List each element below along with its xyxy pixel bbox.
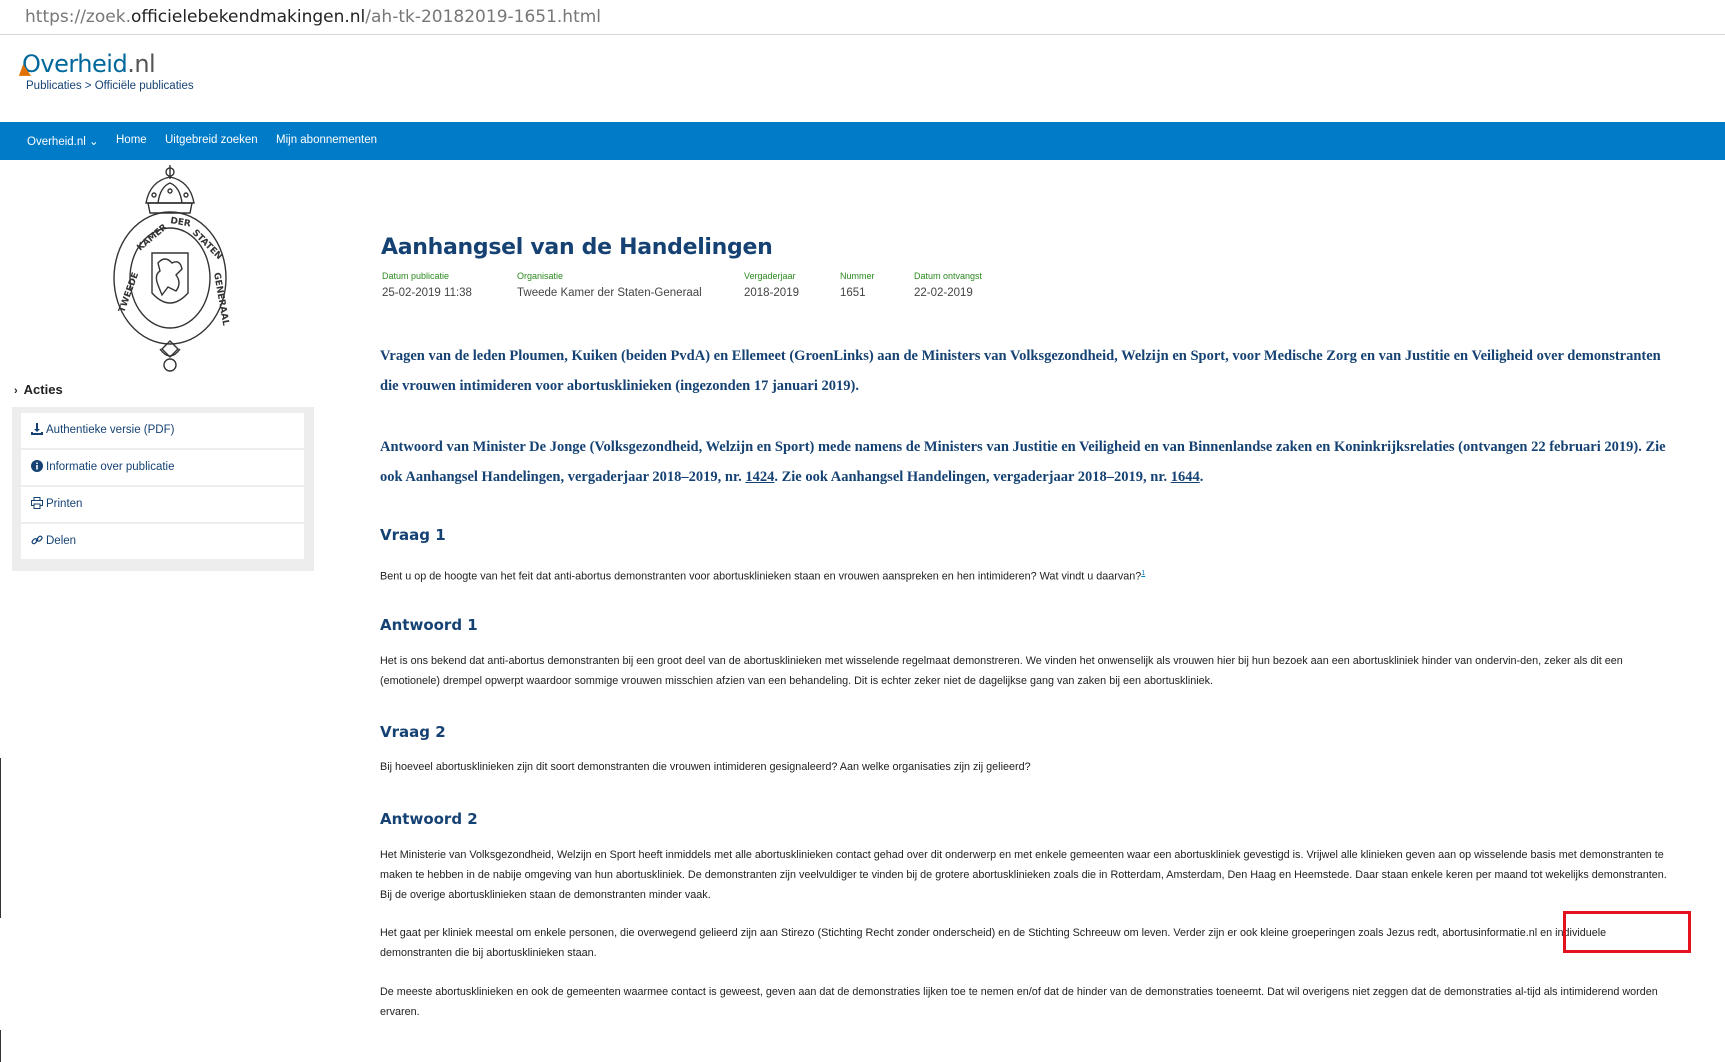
nav-mijn-abonnementen[interactable]: Mijn abonnementen: [276, 134, 378, 146]
meta-value: Tweede Kamer der Staten-Generaal: [517, 287, 702, 299]
nav-overheid-dropdown[interactable]: Overheid.nl ⌄: [27, 136, 99, 148]
svg-text:KAMER: KAMER: [135, 222, 170, 254]
meta-key: Datum publicatie: [382, 271, 450, 281]
intro-vragen: Vragen van de leden Ploumen, Kuiken (beiden PvdA) en Ellemeet (GroenLinks) aan de Ministers van Volksgezondheid, Welzijn en Sport, voor Medische Zorg en van Justitie en Veiligheid over demonstranten die vrouwen intimideren voor abortusklinieken (ingezonden 17 januari 2019).: [380, 348, 1661, 394]
vraag-2-text: Bij hoeveel abortusklinieken zijn dit soort demonstranten die vrouwen intimideren gesignaleerd? Aan welke organisaties zijn zij gelieerd?: [380, 761, 1031, 773]
meta-nummer: [840, 271, 875, 299]
print-icon: [31, 497, 43, 509]
meta-vergaderjaar: [744, 271, 799, 299]
logo-main: Overheid: [22, 50, 128, 78]
logo-tld: .nl: [127, 50, 156, 78]
meta-value: 22-02-2019: [914, 287, 973, 299]
footnote-link[interactable]: 1: [1141, 570, 1146, 577]
meta-key: Nummer: [840, 271, 875, 281]
action-informatie-publicatie[interactable]: [21, 450, 304, 485]
acties-heading[interactable]: [14, 382, 63, 397]
chevron-right-icon: ›: [14, 385, 18, 397]
meta-datum-publicatie: [382, 271, 472, 299]
action-printen[interactable]: [21, 487, 304, 522]
address-bar[interactable]: [0, 0, 1725, 35]
info-icon: [31, 460, 43, 472]
overheid-logo[interactable]: [22, 50, 155, 78]
svg-text:STATEN: STATEN: [189, 228, 224, 263]
vraag-1-heading: Vraag 1: [380, 526, 446, 544]
antwoord-1-text: Het is ons bekend dat anti-abortus demonstranten bij een groot deel van de abortusklinieken met wisselende regelmaat demonstreren. We vinden het onwenselijk als vrouwen hier bij hun bezoek aan een abortuskliniek hinder van ondervin-den, zeker als dit een (emotionele) drempel opwerpt waardoor sommige vrouwen misschien afzien van een behandeling. Dit is echter zeker niet de dagelijkse gang van zaken bij een abortuskliniek.: [380, 655, 1623, 687]
antwoord-2-paragraph-3: De meeste abortusklinieken en ook de gemeenten waarmee contact is geweest, geven aan dat de demonstraties lijken toe te nemen en/of dat de hinder van de demonstraties toeneemt. Dat wil overigens niet zeggen dat de demonstraties al-tijd als intimiderend worden ervaren.: [380, 986, 1658, 1018]
highlighted-term: abortusinformatie.nl: [1442, 927, 1538, 939]
link-nr-1644[interactable]: 1644: [1170, 469, 1200, 485]
meta-key: Datum ontvangst: [914, 271, 983, 281]
window-edge-divider: [0, 758, 1, 918]
meta-value: 1651: [840, 287, 866, 299]
breadcrumb[interactable]: Publicaties > Officiële publicaties: [26, 80, 194, 92]
main-navigation: [0, 122, 1725, 160]
meta-key: Vergaderjaar: [744, 271, 796, 281]
svg-text:TWEEDE: TWEEDE: [117, 271, 142, 315]
nav-uitgebreid-zoeken[interactable]: Uitgebreid zoeken: [165, 134, 258, 146]
intro-antwoord-text: Antwoord van Minister De Jonge (Volksgezondheid, Welzijn en Sport) mede namens de Ministers van Justitie en Veiligheid en van Binnenlandse zaken en Koninkrijksrelaties (ontvangen 22 februari 2019). Zie ook Aanhangsel Handelingen, vergaderjaar 2018–2019, nr.: [380, 439, 1666, 485]
svg-text:GENERAAL: GENERAAL: [211, 271, 230, 327]
acties-panel: [12, 407, 314, 571]
url-path: /ah-tk-20182019-1651.html: [365, 7, 602, 27]
url-domain: officielebekendmakingen.nl: [130, 7, 366, 27]
action-label: Printen: [46, 498, 83, 510]
url-prefix: https://zoek.: [25, 7, 131, 27]
antwoord-2-heading: Antwoord 2: [380, 810, 478, 828]
link-nr-1424[interactable]: 1424: [745, 469, 775, 485]
antwoord-2-paragraph-1: Het Ministerie van Volksgezondheid, Welzijn en Sport heeft inmiddels met alle abortusklinieken contact gehad over dit onderwerp en met enkele gemeenten waar een abortuskliniek gevestigd is. Vrijwel alle klinieken geven aan op wisselende basis met demonstranten te maken te hebben in de nabije omgeving van hun abortuskliniek. De demonstranten zijn veelvuldiger te vinden bij de grotere abortusklinieken zoals die in Rotterdam, Amsterdam, Den Haag en Heemstede. Daar staan enkele keren per maand tot wekelijks demonstranten. Bij de overige abortusklinieken staan de demonstranten minder vaak.: [380, 849, 1667, 901]
vraag-1-text: [380, 564, 1680, 587]
action-label: Delen: [46, 535, 77, 547]
meta-value: 2018-2019: [744, 287, 799, 299]
meta-key: Organisatie: [517, 271, 564, 281]
vraag-2-heading: Vraag 2: [380, 723, 446, 741]
acties-label: Acties: [23, 382, 63, 397]
window-edge-divider: [0, 1030, 1, 1062]
meta-value: 25-02-2019 11:38: [382, 287, 472, 299]
paragraph-text: en individuele demonstranten die bij abortusklinieken staan.: [380, 927, 1607, 959]
antwoord-2-paragraph-2: [380, 923, 1680, 963]
intro-antwoord-text: .: [1199, 469, 1204, 485]
page-title: Aanhangsel van de Handelingen: [381, 235, 773, 260]
tweede-kamer-seal-logo: [110, 163, 230, 375]
antwoord-1-heading: Antwoord 1: [380, 616, 478, 634]
intro-antwoord: [380, 432, 1680, 492]
action-delen[interactable]: [21, 524, 304, 559]
download-icon: [31, 423, 43, 435]
red-highlight-box: [1563, 911, 1691, 953]
action-label: Informatie over publicatie: [46, 461, 175, 473]
link-icon: [31, 534, 43, 546]
meta-datum-ontvangst: [914, 271, 982, 299]
url-text[interactable]: [25, 7, 601, 27]
svg-text:DER: DER: [169, 216, 192, 230]
paragraph-text: Het gaat per kliniek meestal om enkele personen, die overwegend gelieerd zijn aan Stirezo (Stichting Recht zonder onderscheid) en de Stichting Schreeuw om leven. Verder zijn er ook kleine groeperingen zoals Jezus redt,: [380, 927, 1443, 939]
vraag-1-body: Bent u op de hoogte van het feit dat anti-abortus demonstranten voor abortusklinieken staan en vrouwen aanspreken en hen intimideren? Wat vindt u daarvan?: [380, 570, 1142, 583]
action-authentieke-versie[interactable]: [21, 413, 304, 448]
intro-antwoord-text: . Zie ook Aanhangsel Handelingen, vergaderjaar 2018–2019, nr.: [774, 469, 1171, 485]
action-label: Authentieke versie (PDF): [46, 424, 175, 436]
nav-home[interactable]: Home: [116, 134, 147, 146]
meta-organisatie: [517, 271, 702, 299]
